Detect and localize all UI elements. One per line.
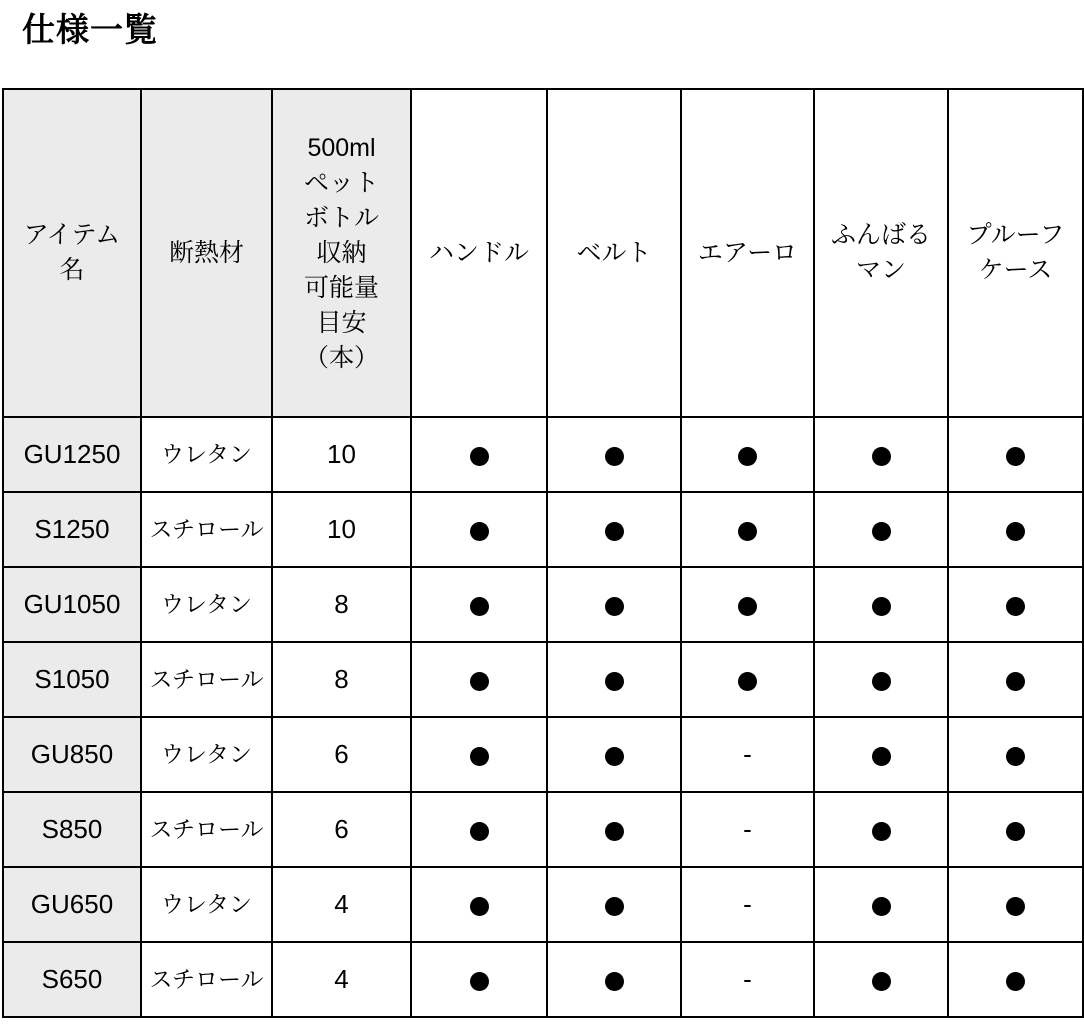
cell-handle (411, 642, 547, 717)
cell-capacity: 8 (272, 567, 411, 642)
table-row (3, 417, 1083, 492)
filled-circle-icon (1006, 822, 1025, 841)
filled-circle-icon (1006, 447, 1025, 466)
header-line: 目安 (316, 308, 367, 337)
cell-item-name: S650 (3, 942, 141, 1017)
cell-air-outlet: - (681, 867, 814, 942)
cell-capacity: 10 (272, 417, 411, 492)
filled-circle-icon (738, 672, 757, 691)
filled-circle-icon (872, 522, 891, 541)
cell-funbaruman (814, 492, 948, 567)
column-header-item-name (3, 89, 141, 417)
page-title: 仕様一覧 (22, 11, 158, 48)
header-line: 可能量 (303, 273, 379, 302)
filled-circle-icon (605, 522, 624, 541)
filled-circle-icon (470, 672, 489, 691)
cell-item-name: S1250 (3, 492, 141, 567)
cell-handle (411, 567, 547, 642)
filled-circle-icon (872, 447, 891, 466)
cell-capacity: 4 (272, 867, 411, 942)
column-header-belt (547, 89, 681, 417)
filled-circle-icon (872, 672, 891, 691)
cell-item-name: GU850 (3, 717, 141, 792)
filled-circle-icon (1006, 597, 1025, 616)
header-line: ペット (303, 168, 379, 197)
filled-circle-icon (872, 897, 891, 916)
cell-proof-case (948, 417, 1083, 492)
cell-proof-case (948, 792, 1083, 867)
cell-air-outlet: - (681, 717, 814, 792)
filled-circle-icon (1006, 972, 1025, 991)
table-row (3, 717, 1083, 792)
cell-capacity: 6 (272, 792, 411, 867)
cell-air-outlet (681, 417, 814, 492)
cell-proof-case (948, 567, 1083, 642)
column-header-funbaruman (814, 89, 948, 417)
spec-table-container (2, 88, 1082, 1018)
cell-handle (411, 492, 547, 567)
cell-belt (547, 417, 681, 492)
filled-circle-icon (605, 822, 624, 841)
cell-belt (547, 642, 681, 717)
header-line: （本） (303, 343, 379, 372)
cell-belt (547, 492, 681, 567)
filled-circle-icon (872, 747, 891, 766)
cell-insulation: スチロール (141, 792, 272, 867)
cell-belt (547, 717, 681, 792)
cell-insulation: ウレタン (141, 867, 272, 942)
cell-item-name: GU1250 (3, 417, 141, 492)
cell-belt (547, 867, 681, 942)
header-line: プルーフ (966, 221, 1065, 249)
cell-handle (411, 792, 547, 867)
cell-belt (547, 792, 681, 867)
cell-air-outlet (681, 642, 814, 717)
cell-funbaruman (814, 942, 948, 1017)
column-header-air-outlet (681, 89, 814, 417)
filled-circle-icon (470, 747, 489, 766)
filled-circle-icon (872, 597, 891, 616)
filled-circle-icon (1006, 747, 1025, 766)
header-line: エアーロ (697, 238, 798, 267)
table-header (3, 89, 1083, 417)
filled-circle-icon (605, 672, 624, 691)
column-header-bottle-capacity (272, 89, 411, 417)
cell-handle (411, 717, 547, 792)
cell-funbaruman (814, 417, 948, 492)
filled-circle-icon (872, 822, 891, 841)
filled-circle-icon (470, 597, 489, 616)
cell-insulation: スチロール (141, 642, 272, 717)
cell-funbaruman (814, 567, 948, 642)
filled-circle-icon (605, 447, 624, 466)
filled-circle-icon (738, 522, 757, 541)
cell-handle (411, 417, 547, 492)
table-body (3, 417, 1083, 1017)
table-row (3, 492, 1083, 567)
header-line: マン (855, 256, 906, 284)
cell-proof-case (948, 492, 1083, 567)
filled-circle-icon (1006, 897, 1025, 916)
cell-item-name: S850 (3, 792, 141, 867)
header-line: 名 (59, 256, 85, 284)
cell-capacity: 8 (272, 642, 411, 717)
cell-air-outlet: - (681, 792, 814, 867)
table-row (3, 942, 1083, 1017)
cell-proof-case (948, 942, 1083, 1017)
header-line: ハンドル (428, 238, 529, 267)
filled-circle-icon (605, 597, 624, 616)
cell-proof-case (948, 642, 1083, 717)
cell-proof-case (948, 717, 1083, 792)
cell-funbaruman (814, 867, 948, 942)
filled-circle-icon (872, 972, 891, 991)
filled-circle-icon (470, 522, 489, 541)
table-header-row (3, 89, 1083, 417)
header-line: ボトル (303, 203, 379, 232)
filled-circle-icon (470, 897, 489, 916)
cell-insulation: ウレタン (141, 567, 272, 642)
cell-insulation: ウレタン (141, 417, 272, 492)
cell-air-outlet (681, 492, 814, 567)
table-row (3, 792, 1083, 867)
specification-table (2, 88, 1084, 1018)
header-line: ベルト (576, 238, 652, 267)
column-header-insulation (141, 89, 272, 417)
cell-capacity: 6 (272, 717, 411, 792)
filled-circle-icon (738, 447, 757, 466)
cell-proof-case (948, 867, 1083, 942)
filled-circle-icon (470, 447, 489, 466)
header-line: 断熱材 (168, 238, 244, 267)
cell-item-name: S1050 (3, 642, 141, 717)
filled-circle-icon (605, 897, 624, 916)
cell-item-name: GU650 (3, 867, 141, 942)
table-row (3, 867, 1083, 942)
cell-insulation: スチロール (141, 942, 272, 1017)
cell-insulation: スチロール (141, 492, 272, 567)
cell-belt (547, 567, 681, 642)
cell-belt (547, 942, 681, 1017)
cell-funbaruman (814, 792, 948, 867)
column-header-proof-case (948, 89, 1083, 417)
cell-insulation: ウレタン (141, 717, 272, 792)
cell-handle (411, 867, 547, 942)
cell-capacity: 10 (272, 492, 411, 567)
cell-funbaruman (814, 717, 948, 792)
filled-circle-icon (1006, 522, 1025, 541)
filled-circle-icon (470, 972, 489, 991)
header-line: ケース (978, 256, 1053, 284)
cell-funbaruman (814, 642, 948, 717)
header-line: ふんばる (830, 221, 931, 249)
cell-capacity: 4 (272, 942, 411, 1017)
table-row (3, 567, 1083, 642)
header-line: アイテム (23, 221, 121, 249)
header-line: 収納 (316, 238, 367, 267)
filled-circle-icon (470, 822, 489, 841)
column-header-handle (411, 89, 547, 417)
cell-air-outlet (681, 567, 814, 642)
filled-circle-icon (1006, 672, 1025, 691)
filled-circle-icon (605, 972, 624, 991)
cell-handle (411, 942, 547, 1017)
filled-circle-icon (738, 597, 757, 616)
header-line: 500ml (307, 133, 376, 162)
cell-air-outlet: - (681, 942, 814, 1017)
filled-circle-icon (605, 747, 624, 766)
table-row (3, 642, 1083, 717)
cell-item-name: GU1050 (3, 567, 141, 642)
